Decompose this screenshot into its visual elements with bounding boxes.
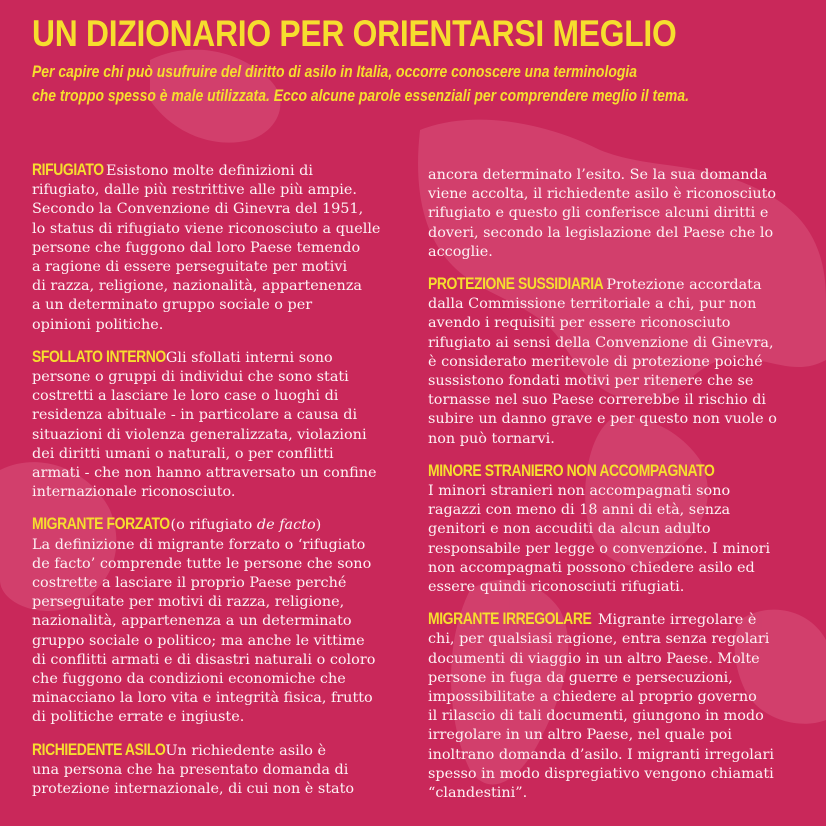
definition-line: dalla Commissione territoriale a chi, pur non <box>428 296 757 313</box>
entry-migrante-irregolare <box>428 609 808 803</box>
definition-line: internazionale riconosciuto. <box>32 484 236 501</box>
definition-line: chi, per qualsiasi ragione, entra senza regolari <box>428 631 770 648</box>
definition-line: avendo i requisiti per essere riconosciuto <box>428 315 731 332</box>
definition-first-line: Un richiedente asilo è <box>165 742 327 759</box>
definition-first-pre: (o rifugiato <box>170 517 257 534</box>
term-rifugiato: RIFUGIATO <box>32 160 104 179</box>
definition-line: impossibilitate a chiedere al proprio governo <box>428 689 757 706</box>
definition-line: persone o gruppi di individui che sono stati <box>32 369 349 386</box>
definition-line: lo status di rifugiato viene riconosciuto a quelle <box>32 220 381 237</box>
right-column <box>428 166 808 815</box>
definition-line: di razza, religione, nazionalità, appartenenza <box>32 278 362 295</box>
definition-line: genitori e non accuditi da alcun adulto <box>428 521 711 538</box>
definition-line: armati - che non hanno attraversato un confine <box>32 465 377 482</box>
page-title: UN DIZIONARIO PER ORIENTARSI MEGLIO <box>32 13 677 54</box>
entry-sfollato-interno <box>32 347 412 503</box>
entry-richiedente-asilo <box>32 740 412 800</box>
definition-line: protezione internazionale, di cui non è stato <box>32 781 355 798</box>
definition-line: minacciano la loro vita e integrità fisica, frutto <box>32 690 373 707</box>
definition-line: è considerato meritevole di protezione poiché <box>428 353 763 370</box>
definition-line: ragazzi con meno di 18 anni di età, senza <box>428 502 731 519</box>
term-minore-straniero: MINORE STRANIERO NON ACCOMPAGNATO <box>428 460 715 480</box>
definition-first-line: Gli sfollati interni sono <box>165 349 333 366</box>
entry-migrante-forzato <box>32 514 412 727</box>
term-protezione-sussidiaria: PROTEZIONE SUSSIDIARIA <box>428 274 604 294</box>
definition-line: situazioni di violenza generalizzata, violazioni <box>32 426 367 443</box>
definition-line: a un determinato gruppo sociale o per <box>32 297 313 314</box>
definition-line: che fuggono da condizioni economiche che <box>32 671 346 688</box>
definition-line: rifugiato e questo gli conferisce alcuni diritti e <box>428 205 769 222</box>
term-migrante-forzato: MIGRANTE FORZATO <box>32 514 170 534</box>
definition-first-line: Migrante irregolare è <box>597 612 757 629</box>
definition-first-post: ) <box>315 517 322 534</box>
subtitle-line: Per capire chi può usufruire del diritto di asilo in Italia, occorre conoscere una terminologia <box>32 62 637 81</box>
term-richiedente-asilo: RICHIEDENTE ASILO <box>32 739 166 759</box>
definition-first-line: Protezione accordata <box>606 277 762 294</box>
entry-minore-straniero <box>428 461 808 597</box>
definition-line: subire un danno grave e per questo non vuole o <box>428 411 777 428</box>
definition-first-line: Esistono molte definizioni di <box>106 163 313 179</box>
definition-line: ancora determinato l’esito. Se la sua domanda <box>428 167 768 183</box>
left-column <box>32 160 412 811</box>
definition-line: irregolare in un altro Paese, nel quale poi <box>428 727 732 744</box>
definition-line: una persona che ha presentato domanda di <box>32 761 349 778</box>
definition-line: sussistono fondati motivi per ritenere che se <box>428 373 754 390</box>
entry-richiedente-asilo-continued <box>428 166 808 262</box>
definition-line: nazionalità, appartenenza a un determinato <box>32 613 352 630</box>
definition-line: rifugiato ai sensi della Convenzione di Ginevra, <box>428 334 774 351</box>
definition-line: I minori stranieri non accompagnati sono <box>428 483 731 500</box>
definition-line: “clandestini”. <box>428 785 528 802</box>
term-migrante-irregolare: MIGRANTE IRREGOLARE <box>428 609 592 629</box>
definition-line: non accompagnati possono chiedere asilo ed <box>428 559 755 576</box>
definition-line: tornasse nel suo Paese correrebbe il rischio di <box>428 392 767 409</box>
definition-line: doveri, secondo la legislazione del Paese che lo <box>428 224 774 241</box>
definition-line: a ragione di essere perseguitate per motivi <box>32 259 348 276</box>
definition-line: inoltrano domanda d’asilo. I migranti irregolari <box>428 746 774 763</box>
definition-line: il rilascio di tali documenti, giungono in modo <box>428 708 764 725</box>
entry-rifugiato <box>32 160 412 335</box>
definition-line: Secondo la Convenzione di Ginevra del 1951, <box>32 201 364 218</box>
definition-line: di politiche errate e ingiuste. <box>32 709 245 726</box>
definition-line: opinioni politiche. <box>32 316 164 333</box>
definition-line: responsabile per legge o convenzione. I minori <box>428 540 771 557</box>
definition-line: costrette a lasciare il proprio Paese perché <box>32 575 347 592</box>
definition-line: perseguitate per motivi di razza, religione, <box>32 594 345 611</box>
page-subtitle <box>32 60 737 108</box>
definition-line: persone in fuga da guerre e persecuzioni, <box>428 669 733 686</box>
definition-line: non può tornarvi. <box>428 430 555 447</box>
definition-first-em: de facto <box>256 517 316 534</box>
definition-line: La definizione di migrante forzato o ‘rifugiato <box>32 536 366 553</box>
header <box>32 8 812 108</box>
definition-line: de facto’ comprende tutte le persone che sono <box>32 555 372 572</box>
definition-line: costretti a lasciare le loro case o luoghi di <box>32 388 339 405</box>
definition-line: accoglie. <box>428 243 493 260</box>
definition-line: essere quindi riconosciuti rifugiati. <box>428 579 685 596</box>
definition-line: di conflitti armati e di disastri naturali o coloro <box>32 651 376 668</box>
definition-line: persone che fuggono dal loro Paese temendo <box>32 239 361 256</box>
definition-line: rifugiato, dalle più restrittive alle più ampie. <box>32 182 357 199</box>
definition-line: residenza abituale - in particolare a causa di <box>32 407 358 424</box>
definition-line: spesso in modo dispregiativo vengono chiamati <box>428 765 774 782</box>
definition-line: dei diritti umani o naturali, o per conflitti <box>32 445 334 462</box>
definition-line: viene accolta, il richiedente asilo è riconosciuto <box>428 186 777 203</box>
definition-line: documenti di viaggio in un altro Paese. Molte <box>428 650 760 667</box>
subtitle-line: che troppo spesso è male utilizzata. Ecco alcune parole essenziali per comprendere meglio il tema. <box>32 86 689 105</box>
entry-protezione-sussidiaria <box>428 274 808 449</box>
term-sfollato-interno: SFOLLATO INTERNO <box>32 346 166 366</box>
definition-line: gruppo sociale o politico; ma anche le vittime <box>32 632 365 649</box>
